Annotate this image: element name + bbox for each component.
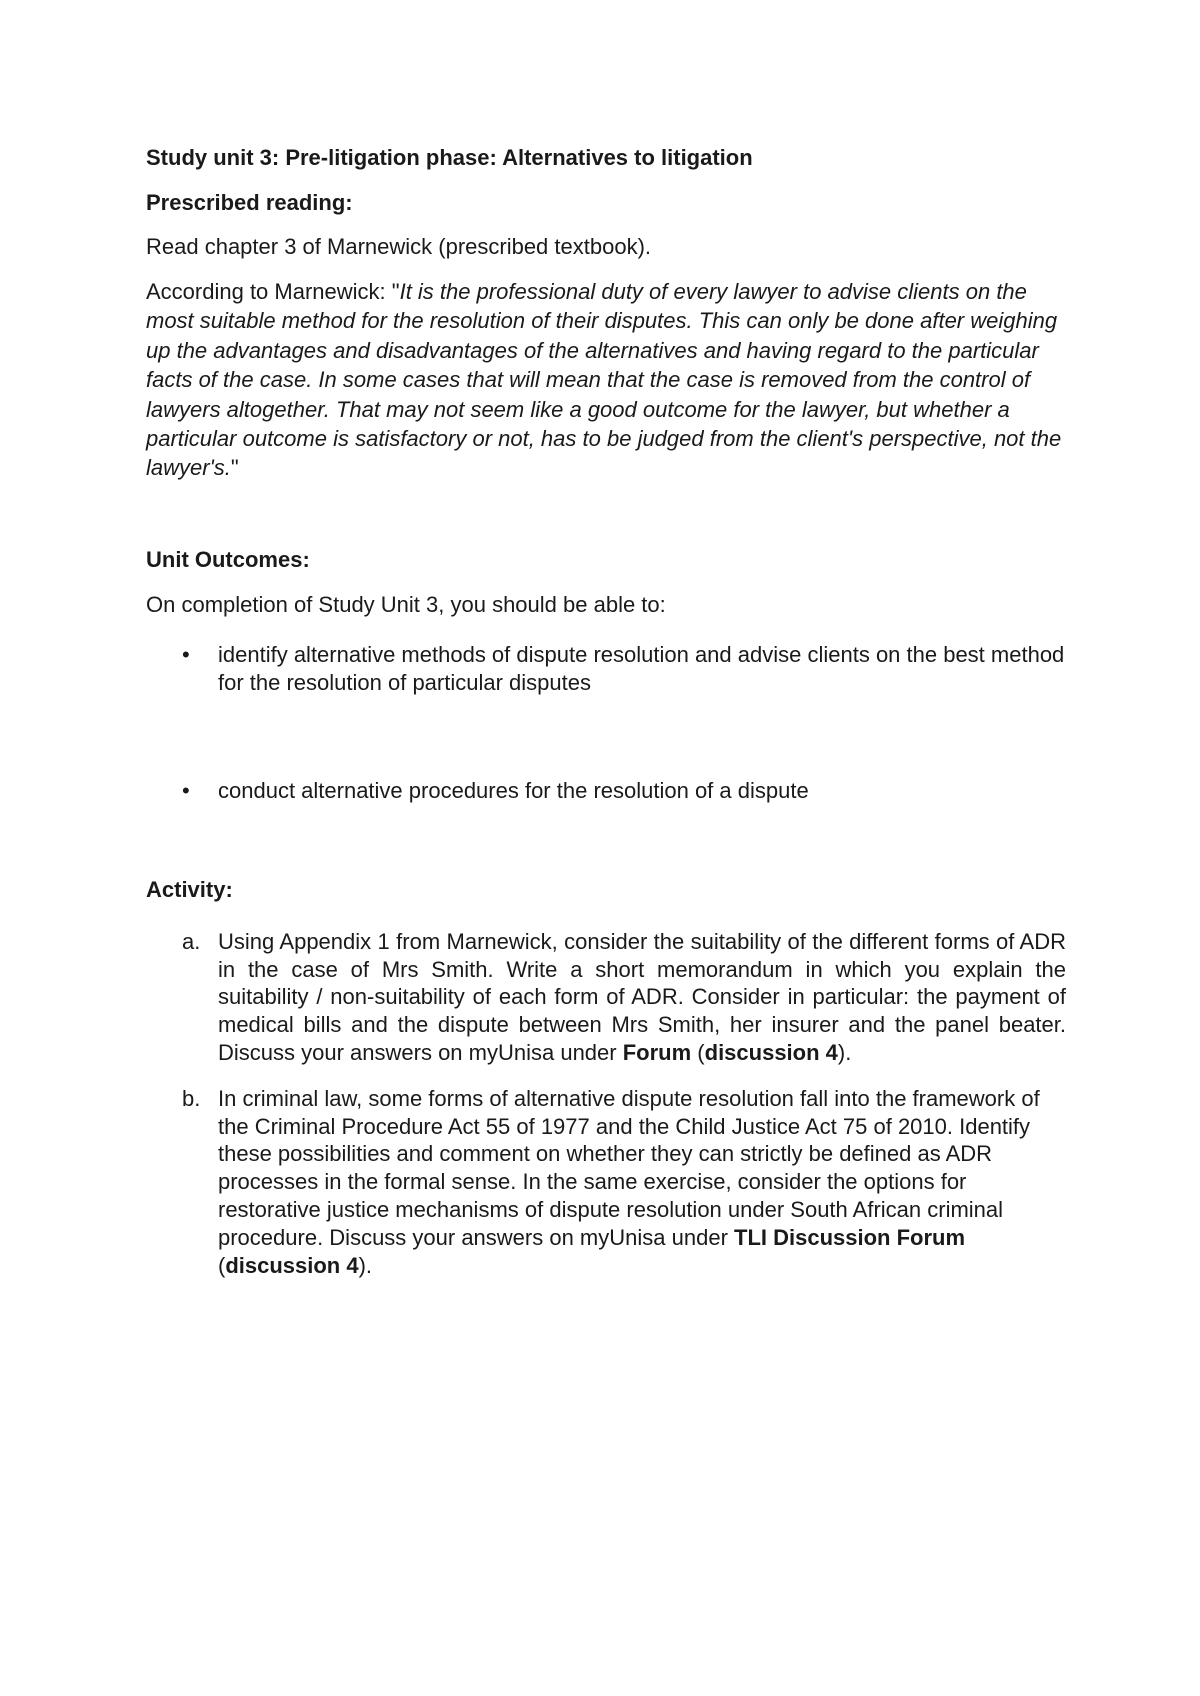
marnewick-quote-paragraph <box>146 277 1066 483</box>
quote-text: It is the professional duty of every lawyer to advise clients on the most suitable method for the resolution of their disputes. This can only be done after weighing up the advantages and disadvantages of the alternatives and having regard to the particular facts of the case. In some cases that will mean that the case is removed from the control of lawyers altogether. That may not seem like a good outcome for the lawyer, but whether a particular outcome is satisfactory or not, has to be judged from the client's perspective, not the lawyer's. <box>146 279 1062 481</box>
document-page <box>146 143 1066 1279</box>
bullet-icon: • <box>182 641 190 667</box>
list-item <box>146 641 1066 697</box>
outcome-text: conduct alternative procedures for the resolution of a dispute <box>218 777 809 803</box>
bullet-icon: • <box>182 777 190 803</box>
activity-text: In criminal law, some forms of alternative dispute resolution fall into the framework of the Criminal Procedure Act 55 of 1977 and the Child Justice Act 75 of 2010. Identify these possibilities and comment on whether they can strictly be defined as ADR processes in the formal sense. In the same exercise, consider the options for restorative justice mechanisms of dispute resolution under South African criminal procedure. Discuss your answers on myUnisa under <box>218 1085 1040 1250</box>
activity-item-a <box>146 928 1066 1067</box>
list-marker: a. <box>182 928 201 954</box>
open-paren: ( <box>218 1252 226 1278</box>
open-paren: ( <box>691 1040 705 1066</box>
activity-text: Using Appendix 1 from Marnewick, consider the suitability of the different forms of ADR in the case of Mrs Smith. Write a short memorandum in which you explain the suitability / non-suitability of each form of ADR. Consider in particular: the payment of medical bills and the dispute between Mrs Smith, her insurer and the panel beater. Discuss your answers on myUnisa under <box>218 928 1066 1066</box>
list-marker: b. <box>182 1085 201 1111</box>
close-text: ). <box>358 1252 373 1278</box>
activity-list <box>146 928 1066 1280</box>
activity-heading: Activity: <box>146 876 233 902</box>
list-item <box>146 777 1066 805</box>
quote-intro: According to Marnewick: " <box>146 279 400 304</box>
outcome-text: identify alternative methods of dispute resolution and advise clients on the best method for the resolution of particular disputes <box>218 641 1065 695</box>
discussion-label: discussion 4 <box>704 1040 838 1066</box>
outcomes-list <box>146 641 1066 805</box>
study-unit-title: Study unit 3: Pre-litigation phase: Alternatives to litigation <box>146 145 753 170</box>
activity-item-b <box>146 1085 1066 1280</box>
unit-outcomes-heading: Unit Outcomes: <box>146 546 310 572</box>
quote-close: " <box>230 455 239 481</box>
prescribed-reading-heading: Prescribed reading: <box>146 190 353 215</box>
read-chapter-text: Read chapter 3 of Marnewick (prescribed textbook). <box>146 234 652 259</box>
forum-label: Forum <box>622 1040 692 1066</box>
discussion-label: discussion 4 <box>225 1252 359 1278</box>
completion-text: On completion of Study Unit 3, you should be able to: <box>146 591 666 617</box>
forum-label: TLI Discussion Forum <box>734 1224 966 1250</box>
close-text: ). <box>837 1040 852 1066</box>
